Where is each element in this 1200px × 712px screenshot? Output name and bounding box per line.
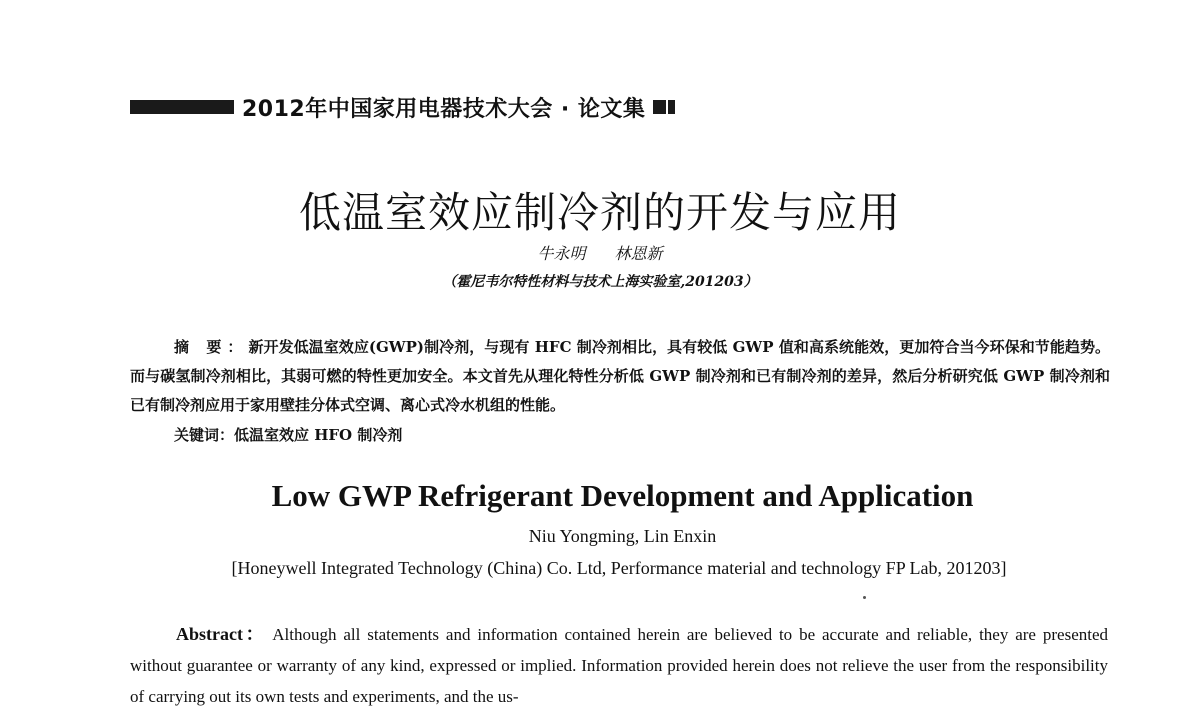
header-bar-right: [653, 100, 675, 114]
paper-title-cn: 低温室效应制冷剂的开发与应用: [298, 188, 901, 237]
proceedings-header-text: 2012年中国家用电器技术大会 · 论文集: [242, 96, 646, 122]
abstract-cn-label: 摘 要：: [174, 338, 249, 356]
header-bar-left: [130, 100, 234, 114]
authors-en: Niu Yongming, Lin Enxin: [528, 526, 717, 546]
abstract-en: [130, 619, 1108, 712]
authors-cn: 牛永明 林恩新: [537, 244, 663, 263]
abstract-cn-text: 新开发低温室效应(GWP)制冷剂，与现有 HFC 制冷剂相比，具有较低 GWP 值和高系统能效，更加符合当今环保和节能趋势。而与碳氢制冷剂相比，其弱可燃的特性更加安全。本文首先从理化特性分析低 GWP 制冷剂和已有制冷剂的差异，然后分析研究低 GWP 制冷剂和已有制冷剂应用于家用壁挂分体式空调、离心式冷水机组的性能。: [130, 338, 1110, 414]
abstract-en-text: Although all statements and information contained herein are believed to be accurate and reliable, they are presented without guarantee or warranty of any kind, expressed or implied. Information provided herein does not relieve the user from the responsibility of carrying out its own tests and experiments, and the us-: [130, 625, 1109, 706]
affiliation-en: [Honeywell Integrated Technology (China) Co. Ltd, Performance material and technology FP Lab, 201203]: [231, 558, 1007, 578]
keywords-cn: [174, 424, 402, 445]
scan-speck: [863, 596, 866, 599]
keywords-cn-label: 关键词：: [174, 426, 235, 444]
keywords-cn-text: 低温室效应 HFO 制冷剂: [234, 426, 403, 444]
paper-title-en: Low GWP Refrigerant Development and Application: [271, 478, 974, 513]
affiliation-cn: （霍尼韦尔特性材料与技术上海实验室,201203）: [442, 274, 758, 290]
abstract-en-label: Abstract：: [176, 624, 267, 644]
abstract-cn: [130, 333, 1110, 420]
proceedings-header: [130, 92, 675, 122]
